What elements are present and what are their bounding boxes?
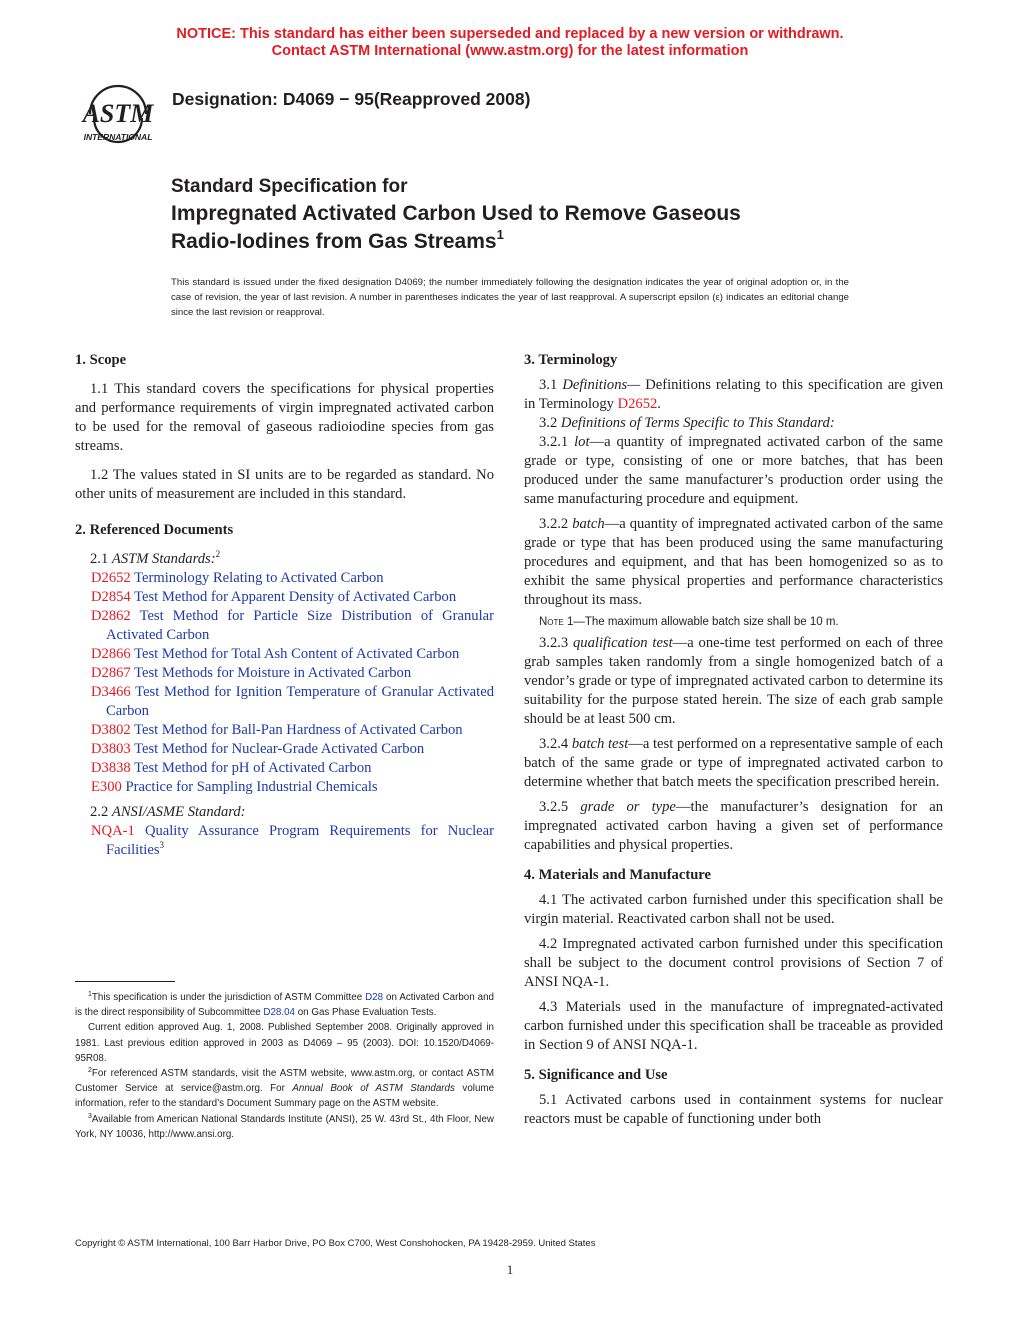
ref-item[interactable] xyxy=(75,664,494,683)
ref-title[interactable]: Test Method for Particle Size Distribution of Granular Activated Carbon xyxy=(106,608,494,643)
ref-code[interactable]: D3802 xyxy=(91,722,131,738)
copyright: Copyright © ASTM International, 100 Barr Harbor Drive, PO Box C700, West Conshohocken, PA 19428-2959. United States xyxy=(75,1238,596,1249)
para-3-2-4-term: batch test xyxy=(571,736,629,752)
ref-item[interactable] xyxy=(75,645,494,664)
ref-title[interactable]: Test Method for Apparent Density of Activated Carbon xyxy=(134,589,457,605)
para-3-2-3-text: —a one-time test performed on each of three grab samples taken randomly from a single homogenized batch of a vendor’s grade or type of impregnated activated carbon to determine its suitability for the purpose stated herein. The size of each grab sample should be at least 500 cm. xyxy=(524,635,943,727)
ref-code[interactable]: D3466 xyxy=(91,684,131,700)
notice-line-1: NOTICE: This standard has either been superseded and replaced by a new version or withdrawn. xyxy=(176,26,844,42)
designation: Designation: D4069 − 95(Reapproved 2008) xyxy=(172,89,531,109)
para-1-2: 1.2 The values stated in SI units are to be regarded as standard. No other units of measurement are included in this standard. xyxy=(75,467,494,502)
intro-paragraph: This standard is issued under the fixed designation D4069; the number immediately following the designation indicates the year of original adoption or, in the case of revision, the year of last revision. A number in parentheses indicates the year of last reapproval. A superscript epsilon (ε) indicates an editorial change since the last revision or reapproval. xyxy=(171,277,849,318)
logo-subtext: INTERNATIONAL xyxy=(83,132,153,142)
para-3-2-1-text: —a quantity of impregnated activated carbon of the same grade or type, consisting of one or more batches, that has been produced under the same manufacturer’s production order using the same manufacturing procedure and equipment. xyxy=(524,434,944,507)
footnote-1-text-b: on Activated Carbon and is the direct responsibility of Subcommittee xyxy=(75,992,494,1019)
footnote-3 xyxy=(75,1112,494,1142)
para-3-1 xyxy=(524,376,943,414)
ref-item[interactable] xyxy=(75,778,494,797)
para-5-1: 5.1 Activated carbons used in containment systems for nuclear reactors must be capable of functioning under both xyxy=(524,1092,943,1127)
terminology-link[interactable]: D2652 xyxy=(617,396,658,412)
para-3-2-1-term: lot xyxy=(574,434,590,450)
footnote-2-italic: Annual Book of ASTM Standards xyxy=(292,1083,455,1095)
para-3-2-4 xyxy=(524,735,943,792)
section-2-heading: 2. Referenced Documents xyxy=(75,522,234,538)
ref-title[interactable]: Test Method for Total Ash Content of Activated Carbon xyxy=(134,646,460,662)
footnote-marker-2: 2 xyxy=(215,549,221,559)
ref-title[interactable]: Terminology Relating to Activated Carbon xyxy=(134,570,384,586)
para-2-2-num: 2.2 xyxy=(90,804,109,820)
ref-code[interactable]: D2854 xyxy=(91,589,131,605)
section-1-heading: 1. Scope xyxy=(75,352,127,368)
para-2-2-label: ANSI/ASME Standard: xyxy=(111,804,246,820)
para-2-1 xyxy=(75,550,494,569)
ref-title[interactable]: Practice for Sampling Industrial Chemicals xyxy=(125,779,378,795)
para-2-2 xyxy=(75,803,494,822)
ref-code[interactable]: D2652 xyxy=(91,570,131,586)
ref-item[interactable] xyxy=(75,588,494,607)
note-1 xyxy=(524,614,943,630)
para-4-3: 4.3 Materials used in the manufacture of impregnated-activated carbon furnished under this specification shall be traceable as provided in Section 9 of ANSI NQA-1. xyxy=(524,999,943,1053)
para-3-2-2 xyxy=(524,515,943,610)
ref-code[interactable]: D3838 xyxy=(91,760,131,776)
footnote-1-marker: 1 xyxy=(88,991,92,998)
footnote-2-text-a: For referenced ASTM standards, visit the ASTM website, www.astm.org, or contact ASTM Customer Service at service@astm.org. For xyxy=(75,1068,494,1095)
footnote-1-edition: Current edition approved Aug. 1, 2008. Published September 2008. Originally approved in 1981. Last previous edition approved in 2003 as D4069 – 95 (2003). DOI: 10.1520/D4069-95R08. xyxy=(75,1022,494,1064)
ref-code[interactable]: D2867 xyxy=(91,665,131,681)
title-line-3-text: Radio-Iodines from Gas Streams xyxy=(171,230,497,253)
notice-line-2: Contact ASTM International (www.astm.org) for the latest information xyxy=(271,43,749,59)
ref-code[interactable]: D2862 xyxy=(91,608,131,624)
title-line-3 xyxy=(171,229,871,255)
ref-title[interactable]: Test Method for pH of Activated Carbon xyxy=(134,760,372,776)
section-4-heading: 4. Materials and Manufacture xyxy=(524,867,711,883)
note-1-label: Note 1 xyxy=(539,616,574,628)
footnote-2-marker: 2 xyxy=(88,1067,92,1075)
para-3-2-3-num: 3.2.3 xyxy=(539,635,569,651)
ref-title[interactable]: Test Method for Nuclear-Grade Activated Carbon xyxy=(134,741,425,757)
para-3-2-5 xyxy=(524,798,943,855)
para-3-1-end: . xyxy=(657,396,661,412)
para-3-2-term: Definitions of Terms Specific to This Standard: xyxy=(560,415,835,431)
ref-code[interactable]: NQA-1 xyxy=(91,823,135,839)
ref-title[interactable]: Quality Assurance Program Requirements for Nuclear Facilities xyxy=(106,823,494,858)
para-3-2-1 xyxy=(524,433,943,509)
footnote-marker-3: 3 xyxy=(159,840,165,850)
para-3-2-5-term: grade or type xyxy=(580,799,676,815)
notice-banner xyxy=(0,26,1020,60)
footnote-2-text-b: volume information, refer to the standard’s Document Summary page on the ASTM website. xyxy=(75,1083,495,1110)
ref-title[interactable]: Test Methods for Moisture in Activated Carbon xyxy=(134,665,412,681)
ref-code[interactable]: D2866 xyxy=(91,646,131,662)
note-1-text: —The maximum allowable batch size shall be 10 m. xyxy=(573,616,839,628)
ref-item[interactable] xyxy=(75,569,494,588)
footnote-1 xyxy=(75,990,494,1020)
para-4-1: 4.1 The activated carbon furnished under this specification shall be virgin material. Reactivated carbon shall not be used. xyxy=(524,892,943,927)
footnotes xyxy=(75,990,494,1142)
ref-code[interactable]: E300 xyxy=(91,779,122,795)
para-4-2: 4.2 Impregnated activated carbon furnished under this specification shall be subject to the document control provisions of Section 7 of ANSI NQA-1. xyxy=(524,936,943,990)
section-5-heading: 5. Significance and Use xyxy=(524,1067,668,1083)
footnote-1-text-c: on Gas Phase Evaluation Tests. xyxy=(295,1007,437,1019)
para-3-1-text: Definitions relating to this specification are given in Terminology xyxy=(524,377,943,412)
para-3-2-5-num: 3.2.5 xyxy=(539,799,569,815)
ref-title[interactable]: Test Method for Ball-Pan Hardness of Activated Carbon xyxy=(134,722,463,738)
para-3-2-2-text: —a quantity of impregnated activated carbon of the same grade or type that has been produced using the same manufacturing procedures and equipment, and that has been homogenized so as to exhibit the same physical properties and performance characteristics throughout its mass. xyxy=(524,516,944,608)
footnote-1-text-a: This specification is under the jurisdiction of ASTM Committee xyxy=(91,992,366,1003)
footnote-3-text: Available from American National Standards Institute (ANSI), 25 W. 43rd St., 4th Floor, New York, NY 10036, http://www.ansi.org. xyxy=(75,1113,494,1140)
ref-code[interactable]: D3803 xyxy=(91,741,131,757)
ref-item[interactable] xyxy=(75,740,494,759)
para-3-2-num: 3.2 xyxy=(539,415,558,431)
para-3-1-term: Definitions— xyxy=(562,377,641,393)
para-3-2-2-num: 3.2.2 xyxy=(539,516,569,532)
ref-item[interactable] xyxy=(75,683,494,721)
para-1-1: 1.1 This standard covers the specifications for physical properties and performance requirements of virgin impregnated activated carbon to be used for the removal of gaseous radioiodine species from gas streams. xyxy=(75,381,494,454)
standard-title xyxy=(171,175,871,255)
logo-letters: ASTM xyxy=(82,99,154,128)
footnote-3-marker: 3 xyxy=(88,1112,92,1120)
astm-logo-icon xyxy=(74,74,162,144)
para-3-2 xyxy=(524,414,943,433)
para-3-2-1-num: 3.2.1 xyxy=(539,434,569,450)
para-2-1-num: 2.1 xyxy=(90,551,109,567)
page-number: 1 xyxy=(506,1262,514,1277)
para-3-2-3-term: qualification test xyxy=(573,635,673,651)
committee-link[interactable]: D28 xyxy=(365,992,384,1003)
ref-item[interactable] xyxy=(75,607,494,645)
right-column xyxy=(524,350,943,1129)
para-3-2-4-text: —a test performed on a representative sample of each batch of the same grade or type of impregnated activated carbon to determine whether that batch meets the specification prescribed herein. xyxy=(524,736,943,790)
footnote-divider xyxy=(75,981,175,982)
ref-item[interactable] xyxy=(75,721,494,740)
left-column xyxy=(75,350,494,860)
title-line-2: Impregnated Activated Carbon Used to Remove Gaseous xyxy=(171,202,741,225)
subcommittee-link[interactable]: D28.04 xyxy=(263,1007,295,1019)
title-footnote-marker: 1 xyxy=(496,227,504,242)
para-3-1-num: 3.1 xyxy=(539,377,558,393)
para-3-2-2-term: batch xyxy=(572,516,605,532)
ref-item-ansi[interactable] xyxy=(75,822,494,860)
title-line-1: Standard Specification for xyxy=(171,176,408,197)
section-3-heading: 3. Terminology xyxy=(524,352,618,368)
para-3-2-4-num: 3.2.4 xyxy=(539,736,569,752)
para-3-2-3 xyxy=(524,634,943,729)
footnote-2 xyxy=(75,1066,494,1112)
ref-title[interactable]: Test Method for Ignition Temperature of Granular Activated Carbon xyxy=(106,684,494,719)
para-3-2-5-text: —the manufacturer’s designation for an impregnated activated carbon having a given set of performance capabilities and physical properties. xyxy=(524,799,943,853)
ref-item[interactable] xyxy=(75,759,494,778)
para-2-1-label: ASTM Standards: xyxy=(111,551,216,567)
